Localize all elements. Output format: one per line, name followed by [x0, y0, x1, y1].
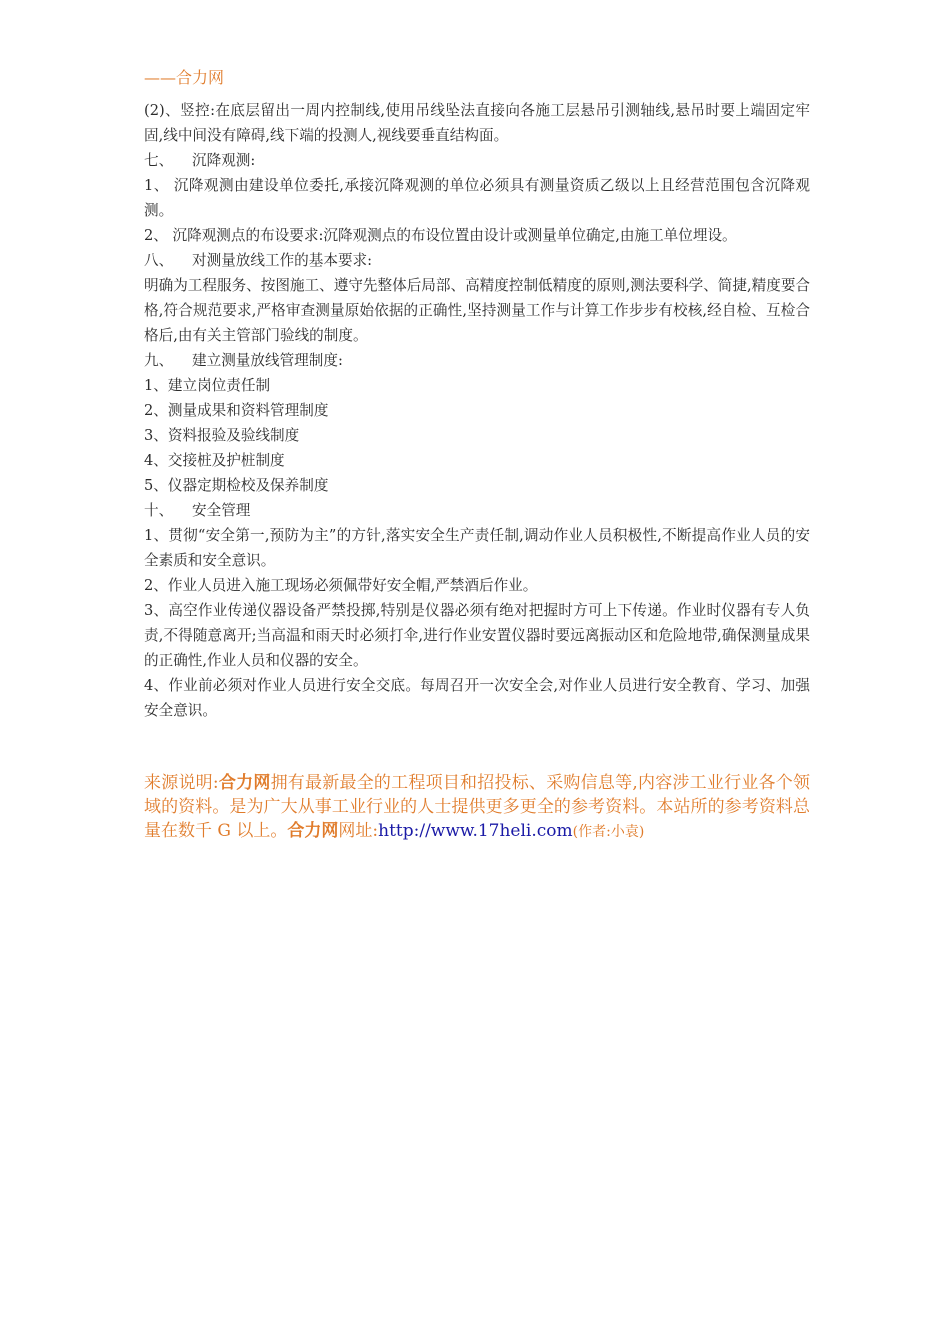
section-heading-10 — [144, 498, 810, 523]
site-header: ——合力网 — [144, 68, 225, 87]
list-item: 2、测量成果和资料管理制度 — [144, 402, 329, 419]
paragraph-settlement-1: 1、 沉降观测由建设单位委托,承接沉降观测的单位必须具有测量资质乙级以上且经营范围包含沉降观测。 — [144, 177, 810, 219]
brand-name: 合力网 — [218, 773, 271, 793]
section-heading-8 — [144, 248, 810, 273]
list-item: 4、交接桩及护桩制度 — [144, 452, 285, 469]
paragraph-safety-3: 3、高空作业传递仪器设备严禁投掷,特别是仪器必须有绝对把握时方可上下传递。作业时仪器有专人负责,不得随意离开;当高温和雨天时必须打伞,进行作业安置仪器时要远离振动区和危险地带,确保测量成果的正确性,作业人员和仪器的安全。 — [144, 602, 810, 669]
paragraph-safety-2: 2、作业人员进入施工现场必须佩带好安全帽,严禁酒后作业。 — [144, 577, 538, 594]
section-title: 沉降观测: — [192, 152, 256, 169]
section-title: 对测量放线工作的基本要求: — [192, 252, 373, 269]
source-description: 拥有最新最全的工程项目和招投标、采购信息等,内容涉工业行业各个领域的资料。是为广大从事工业行业的人士提供更多更全的参考资料。本站所的参考资料总量在数千 G 以上。 — [144, 773, 811, 841]
paragraph-settlement-2: 2、 沉降观测点的布设要求:沉降观测点的布设位置由设计或测量单位确定,由施工单位埋设。 — [144, 227, 737, 244]
author-note: (作者:小袁) — [572, 824, 645, 840]
paragraph-basic-requirements: 明确为工程服务、按图施工、遵守先整体后局部、高精度控制低精度的原则,测法要科学、简捷,精度要合格,符合规范要求,严格审查测量原始依据的正确性,坚持测量工作与计算工作步步有校核,经自检、互检合格后,由有关主管部门验线的制度。 — [144, 277, 811, 344]
section-title: 建立测量放线管理制度: — [192, 352, 343, 369]
paragraph-safety-4: 4、作业前必须对作业人员进行安全交底。每周召开一次安全会,对作业人员进行安全教育、学习、加强安全意识。 — [144, 677, 810, 719]
section-heading-9 — [144, 348, 810, 373]
brand-name: 合力网 — [287, 821, 339, 841]
section-title: 安全管理 — [192, 502, 251, 519]
list-item: 5、仪器定期检校及保养制度 — [144, 477, 329, 494]
url-label: 网址: — [338, 821, 379, 841]
list-item: 1、建立岗位责任制 — [144, 377, 271, 394]
source-note — [144, 771, 810, 844]
section-number: 七、 — [144, 152, 174, 169]
list-item: 3、资料报验及验线制度 — [144, 427, 300, 444]
section-heading-7 — [144, 148, 810, 173]
section-number: 八、 — [144, 252, 174, 269]
site-link[interactable]: http://www.17heli.com — [378, 821, 573, 841]
document-page — [144, 64, 810, 844]
section-number: 十、 — [144, 502, 174, 519]
paragraph-safety-1: 1、贯彻“安全第一,预防为主”的方针,落实安全生产责任制,调动作业人员积极性,不断提高作业人员的安全素质和安全意识。 — [144, 527, 810, 569]
paragraph-vertical-control: (2)、竖控:在底层留出一周内控制线,使用吊线坠法直接向各施工层悬吊引测轴线,悬吊时要上端固定牢固,线中间没有障碍,线下端的投测人,视线要垂直结构面。 — [144, 102, 810, 144]
source-label: 来源说明: — [144, 773, 219, 793]
section-number: 九、 — [144, 352, 174, 369]
